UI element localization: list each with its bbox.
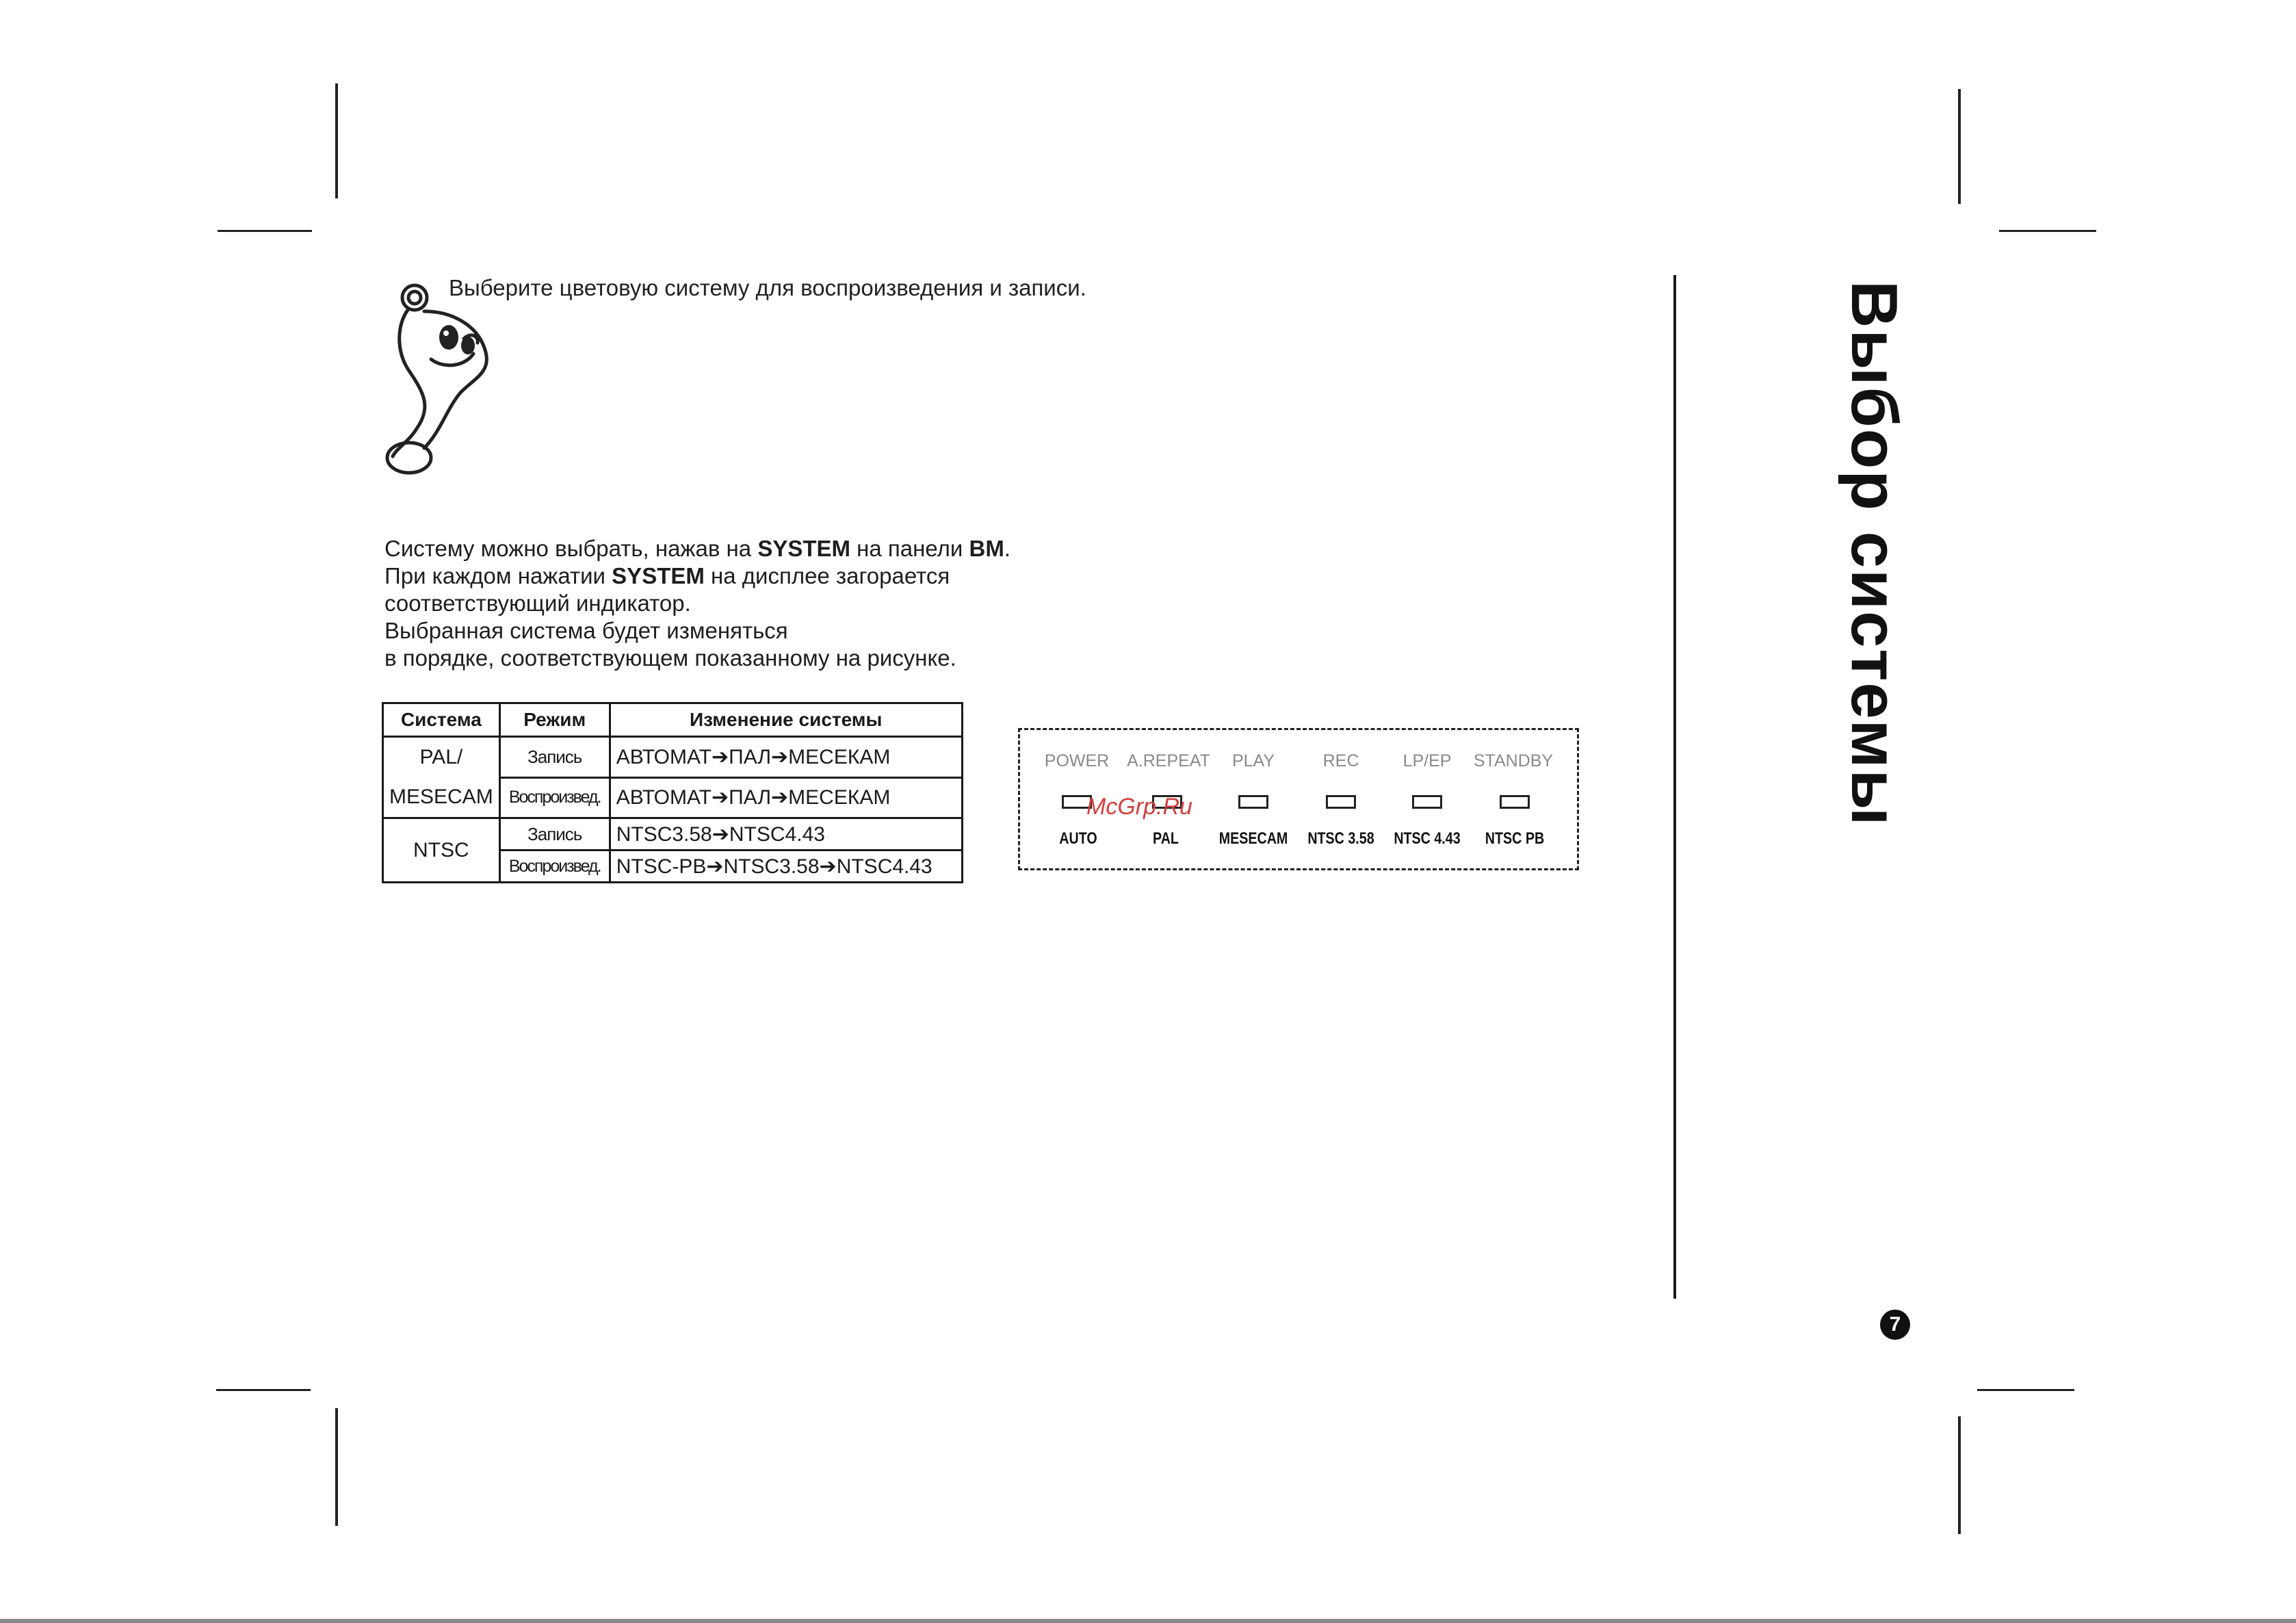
system-keyword: SYSTEM [612, 563, 705, 588]
indicator-top-label: STANDBY [1473, 751, 1554, 770]
indicator-system-label: NTSC 3.58 [1307, 829, 1374, 848]
para-line: Выбранная система будет изменяться [384, 618, 788, 643]
mode-cell: Воспроизвед. [499, 777, 610, 818]
column-header: Система [383, 703, 500, 737]
crop-mark [218, 230, 312, 232]
para-line: соответствующий индикатор. [384, 590, 691, 616]
text-span: на панели [850, 536, 969, 561]
crop-mark [335, 1408, 338, 1526]
indicator-system-label: NTSC 4.43 [1394, 829, 1461, 848]
system-table [382, 702, 963, 883]
section-divider [1673, 275, 1676, 1299]
watermark: McGrp.Ru [1086, 794, 1192, 820]
para-line [384, 535, 1069, 562]
indicator-top-label: PLAY [1231, 751, 1275, 770]
system-cell: NTSC [383, 818, 500, 883]
mode-cell: Воспроизвед. [499, 851, 610, 883]
table-row [383, 818, 963, 851]
para-line [384, 562, 1069, 590]
column-header: Режим [499, 703, 610, 737]
bottom-border [0, 1619, 2296, 1623]
text-span: Систему можно выбрать, нажав на [384, 536, 758, 561]
indicator-system-label: PAL [1153, 829, 1179, 848]
system-cell [383, 737, 500, 818]
crop-mark [216, 1389, 311, 1391]
indicator-top-label: REC [1322, 751, 1359, 770]
intro-text: Выберите цветовую систему для воспроизведения и записи. [449, 275, 1086, 300]
indicator-system-label: AUTO [1059, 829, 1097, 848]
indicator-top-label: A.REPEAT [1127, 751, 1210, 770]
para-line: в порядке, соответствующем показанному на рисунке. [384, 645, 956, 671]
change-cell: АВТОМАТ➔ПАЛ➔МЕСЕКАМ [610, 777, 962, 818]
change-cell: АВТОМАТ➔ПАЛ➔МЕСЕКАМ [610, 737, 962, 778]
table-row [383, 737, 963, 778]
change-cell: NTSC-PB➔NTSC3.58➔NTSC4.43 [610, 851, 962, 883]
indicator-system-label: NTSC PB [1485, 829, 1545, 848]
text-span: на дисплее загорается [704, 563, 950, 588]
indicator-top-label: LP/EP [1403, 751, 1452, 770]
indicator-led [1412, 795, 1442, 809]
mascot-illustration [383, 277, 520, 476]
table-header-row [383, 703, 963, 737]
column-header: Изменение системы [610, 703, 962, 737]
indicator-top-label: POWER [1044, 751, 1110, 770]
mode-cell: Запись [499, 737, 610, 778]
indicator-led [1238, 795, 1268, 809]
bm-keyword: ВМ [969, 536, 1004, 561]
system-name: MESECAM [389, 785, 493, 808]
section-title: Выбор системы [1838, 281, 1911, 827]
system-name: PAL/ [419, 746, 463, 768]
mode-cell: Запись [499, 818, 610, 851]
crop-mark [335, 83, 338, 198]
crop-mark [1999, 230, 2096, 232]
text-span: . [1004, 536, 1010, 561]
change-cell: NTSC3.58➔NTSC4.43 [610, 818, 962, 851]
crop-mark [1958, 89, 1961, 204]
indicator-system-label: MESECAM [1218, 829, 1288, 848]
indicator-led [1326, 795, 1356, 809]
indicator-led [1500, 795, 1530, 809]
crop-mark [1977, 1389, 2074, 1391]
crop-mark [1958, 1416, 1961, 1534]
text-span: При каждом нажатии [384, 563, 612, 588]
system-keyword: SYSTEM [757, 536, 851, 561]
page-number: 7 [1880, 1310, 1910, 1340]
instructions-paragraph [384, 535, 1069, 672]
